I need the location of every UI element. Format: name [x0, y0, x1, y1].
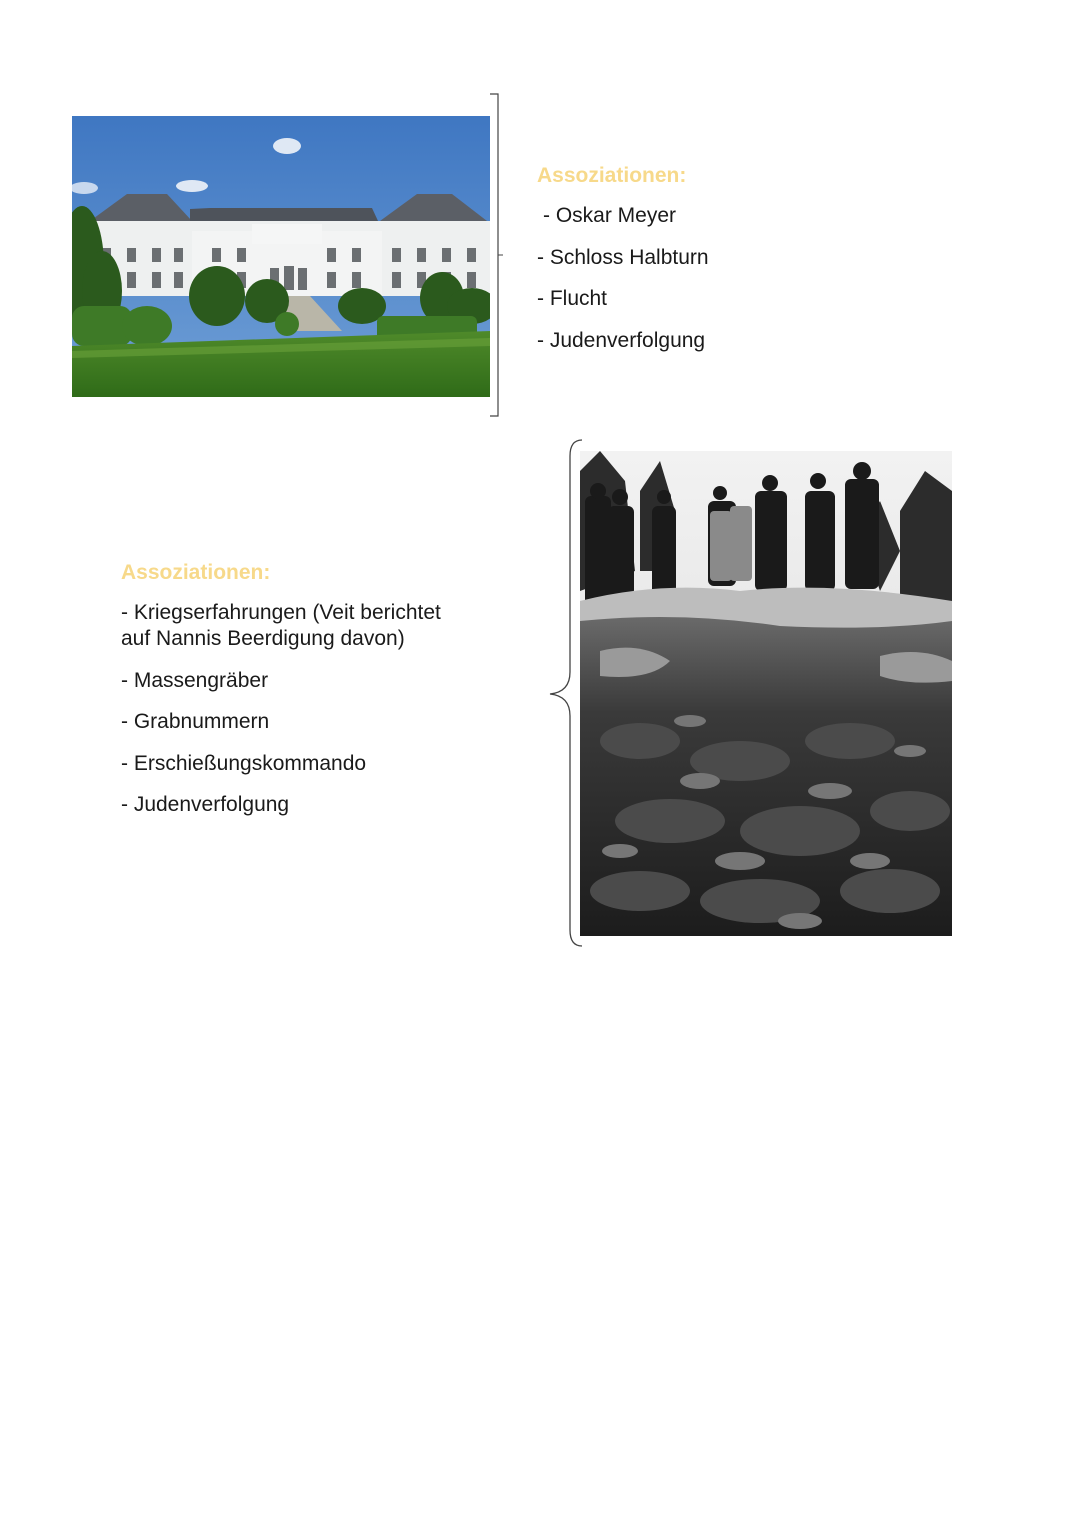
associations-heading: Assoziationen:	[537, 164, 687, 187]
curly-brace	[544, 436, 584, 950]
list-item: - Massengräber	[121, 668, 269, 692]
list-item: - Oskar Meyer	[543, 204, 677, 227]
associations-block-2	[121, 560, 541, 834]
list-item: - Judenverfolgung	[121, 793, 290, 817]
list-item: - Erschießungskommando	[121, 751, 367, 775]
list-item: - Kriegserfahrungen (Veit berichtet auf Nannis Beerdigung davon)	[121, 601, 441, 650]
associations-list	[121, 600, 541, 818]
list-item: - Flucht	[537, 287, 608, 311]
associations-heading: Assoziationen:	[121, 561, 271, 584]
mass-grave-photo	[580, 451, 952, 936]
list-item: - Grabnummern	[121, 710, 270, 734]
palace-photo	[72, 116, 490, 397]
list-item: - Schloss Halbturn	[537, 245, 709, 269]
associations-block-1	[537, 163, 957, 369]
associations-list	[537, 203, 957, 354]
square-bracket	[488, 92, 504, 418]
list-item: - Judenverfolgung	[537, 328, 706, 352]
